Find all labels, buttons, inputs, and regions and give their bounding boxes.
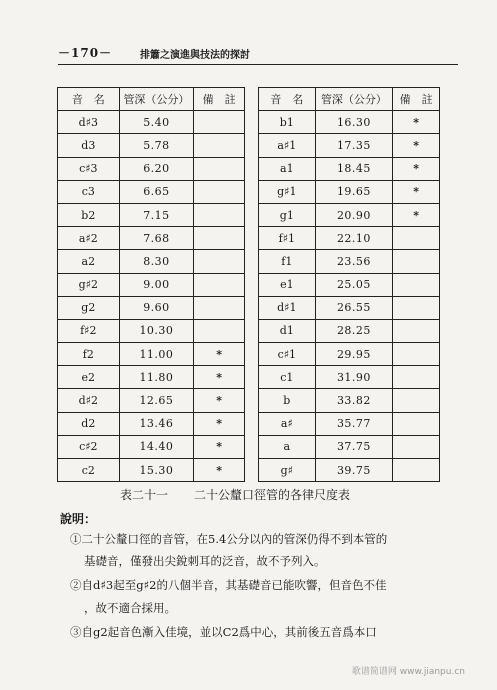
table-row	[259, 389, 440, 412]
pitch-cell: g1	[259, 203, 316, 226]
table-row	[259, 157, 440, 180]
note-cell: *	[393, 180, 440, 203]
table-row	[58, 157, 245, 180]
depth-cell: 18.45	[315, 157, 393, 180]
pitch-cell: c2	[58, 459, 120, 482]
header-note: 備 註	[194, 88, 245, 111]
note-cell	[393, 435, 440, 458]
note-cell	[393, 296, 440, 319]
depth-cell: 6.65	[119, 180, 194, 203]
explanation-line: ①二十公釐口徑的音管，在5.4公分以內的管深仍得不到本管的	[70, 532, 388, 546]
pitch-cell: g♯1	[259, 180, 316, 203]
pitch-cell: c1	[259, 366, 316, 389]
depth-cell: 7.15	[119, 203, 194, 226]
table-row	[259, 180, 440, 203]
table-row	[259, 435, 440, 458]
note-cell	[393, 389, 440, 412]
pitch-cell: b	[259, 389, 316, 412]
depth-cell: 31.90	[315, 366, 393, 389]
depth-cell: 12.65	[119, 389, 194, 412]
page-number: －170－	[58, 46, 113, 60]
header-rule	[58, 64, 458, 65]
pitch-cell: f2	[58, 343, 120, 366]
watermark: 歌谱简谱网 www.jianpu.cn	[351, 667, 465, 677]
depth-cell: 23.56	[315, 250, 393, 273]
note-cell: *	[194, 343, 245, 366]
pitch-cell: c3	[58, 180, 120, 203]
depth-cell: 25.05	[315, 273, 393, 296]
pitch-cell: d♯2	[58, 389, 120, 412]
header-pitch: 音 名	[58, 88, 120, 111]
depth-cell: 5.78	[119, 134, 194, 157]
table-row	[259, 250, 440, 273]
pitch-cell: a	[259, 435, 316, 458]
depth-cell: 7.68	[119, 227, 194, 250]
table-row	[259, 412, 440, 435]
depth-cell: 14.40	[119, 435, 194, 458]
explanation-line: ③自g2起音色漸入佳境，並以C2爲中心，其前後五音爲本口	[70, 625, 377, 639]
note-cell	[393, 459, 440, 482]
depth-cell: 8.30	[119, 250, 194, 273]
table-row	[58, 343, 245, 366]
pitch-cell: d♯1	[259, 296, 316, 319]
depth-cell: 15.30	[119, 459, 194, 482]
table-row	[58, 412, 245, 435]
depth-cell: 11.00	[119, 343, 194, 366]
pitch-cell: c♯1	[259, 343, 316, 366]
note-cell	[194, 227, 245, 250]
note-cell	[393, 227, 440, 250]
note-cell	[194, 273, 245, 296]
table-row	[259, 319, 440, 342]
table-row	[259, 273, 440, 296]
table-row	[259, 227, 440, 250]
note-cell	[194, 157, 245, 180]
depth-cell: 26.55	[315, 296, 393, 319]
depth-cell: 9.60	[119, 296, 194, 319]
note-cell: *	[194, 412, 245, 435]
table-row	[58, 111, 245, 134]
note-cell: *	[393, 157, 440, 180]
header-depth: 管深（公分）	[315, 88, 393, 111]
pitch-cell: a♯1	[259, 134, 316, 157]
note-cell	[393, 250, 440, 273]
depth-cell: 10.30	[119, 319, 194, 342]
table-row	[58, 366, 245, 389]
book-title: 排簫之演進與技法的探討	[140, 50, 250, 61]
depth-cell: 19.65	[315, 180, 393, 203]
depth-cell: 29.95	[315, 343, 393, 366]
pitch-cell: f♯2	[58, 319, 120, 342]
table-row	[259, 366, 440, 389]
table-row	[58, 273, 245, 296]
table-header-row	[58, 88, 245, 111]
explanation-line: 基礎音，僅發出尖銳刺耳的泛音，故不予列入。	[84, 554, 326, 568]
table-row	[58, 134, 245, 157]
depth-cell: 37.75	[315, 435, 393, 458]
pitch-cell: d1	[259, 319, 316, 342]
note-cell	[194, 296, 245, 319]
note-cell	[194, 203, 245, 226]
explanation-label: 說明：	[60, 512, 97, 526]
note-cell	[194, 250, 245, 273]
note-cell	[393, 412, 440, 435]
pitch-cell: c♯3	[58, 157, 120, 180]
depth-cell: 13.46	[119, 412, 194, 435]
pitch-cell: d3	[58, 134, 120, 157]
depth-cell: 6.20	[119, 157, 194, 180]
pitch-cell: a1	[259, 157, 316, 180]
depth-cell: 5.40	[119, 111, 194, 134]
caption-number: 表二十一	[120, 488, 169, 502]
page-header	[58, 42, 458, 64]
depth-cell: 22.10	[315, 227, 393, 250]
table-row	[58, 435, 245, 458]
pitch-cell: g2	[58, 296, 120, 319]
note-cell	[393, 319, 440, 342]
note-cell	[194, 319, 245, 342]
explanation-line: ②自d♯3起至g♯2的八個半音，其基礎音已能吹響，但音色不佳	[70, 578, 387, 592]
table-row	[58, 250, 245, 273]
pitch-cell: d2	[58, 412, 120, 435]
table-caption	[120, 486, 350, 503]
depth-cell: 11.80	[119, 366, 194, 389]
pitch-cell: b1	[259, 111, 316, 134]
pitch-cell: f♯1	[259, 227, 316, 250]
table-row	[259, 111, 440, 134]
note-cell: *	[393, 134, 440, 157]
table-row	[259, 203, 440, 226]
note-cell	[194, 180, 245, 203]
table-row	[259, 343, 440, 366]
depth-cell: 17.35	[315, 134, 393, 157]
pitch-cell: e2	[58, 366, 120, 389]
note-cell	[393, 343, 440, 366]
table-row	[58, 203, 245, 226]
pitch-cell: b2	[58, 203, 120, 226]
caption-text: 二十公釐口徑管的各律尺度表	[194, 488, 351, 502]
depth-cell: 33.82	[315, 389, 393, 412]
header-depth: 管深（公分）	[119, 88, 194, 111]
pitch-cell: a2	[58, 250, 120, 273]
table-row	[58, 296, 245, 319]
note-cell: *	[393, 111, 440, 134]
pitch-cell: d♯3	[58, 111, 120, 134]
depth-cell: 20.90	[315, 203, 393, 226]
table-row	[58, 180, 245, 203]
table-row	[259, 134, 440, 157]
depth-cell: 39.75	[315, 459, 393, 482]
depth-cell: 35.77	[315, 412, 393, 435]
pitch-cell: c♯2	[58, 435, 120, 458]
table-header-row	[259, 88, 440, 111]
note-cell: *	[194, 366, 245, 389]
note-cell	[393, 273, 440, 296]
table-row	[58, 389, 245, 412]
pitch-cell: e1	[259, 273, 316, 296]
note-cell	[194, 134, 245, 157]
pitch-cell: a♯2	[58, 227, 120, 250]
table-row	[259, 296, 440, 319]
note-cell: *	[194, 459, 245, 482]
pitch-table-left	[57, 87, 245, 482]
note-cell: *	[393, 203, 440, 226]
table-row	[58, 227, 245, 250]
note-cell: *	[194, 389, 245, 412]
pitch-cell: a♯	[259, 412, 316, 435]
pitch-cell: g♯2	[58, 273, 120, 296]
explanation-line: ，故不適合採用。	[84, 601, 176, 615]
header-note: 備 註	[393, 88, 440, 111]
pitch-cell: g♯	[259, 459, 316, 482]
table-row	[58, 459, 245, 482]
note-cell	[194, 111, 245, 134]
depth-cell: 28.25	[315, 319, 393, 342]
pitch-table-right	[258, 87, 440, 482]
header-pitch: 音 名	[259, 88, 316, 111]
pitch-cell: f1	[259, 250, 316, 273]
table-row	[259, 459, 440, 482]
depth-cell: 9.00	[119, 273, 194, 296]
note-cell	[393, 366, 440, 389]
table-row	[58, 319, 245, 342]
note-cell: *	[194, 435, 245, 458]
depth-cell: 16.30	[315, 111, 393, 134]
